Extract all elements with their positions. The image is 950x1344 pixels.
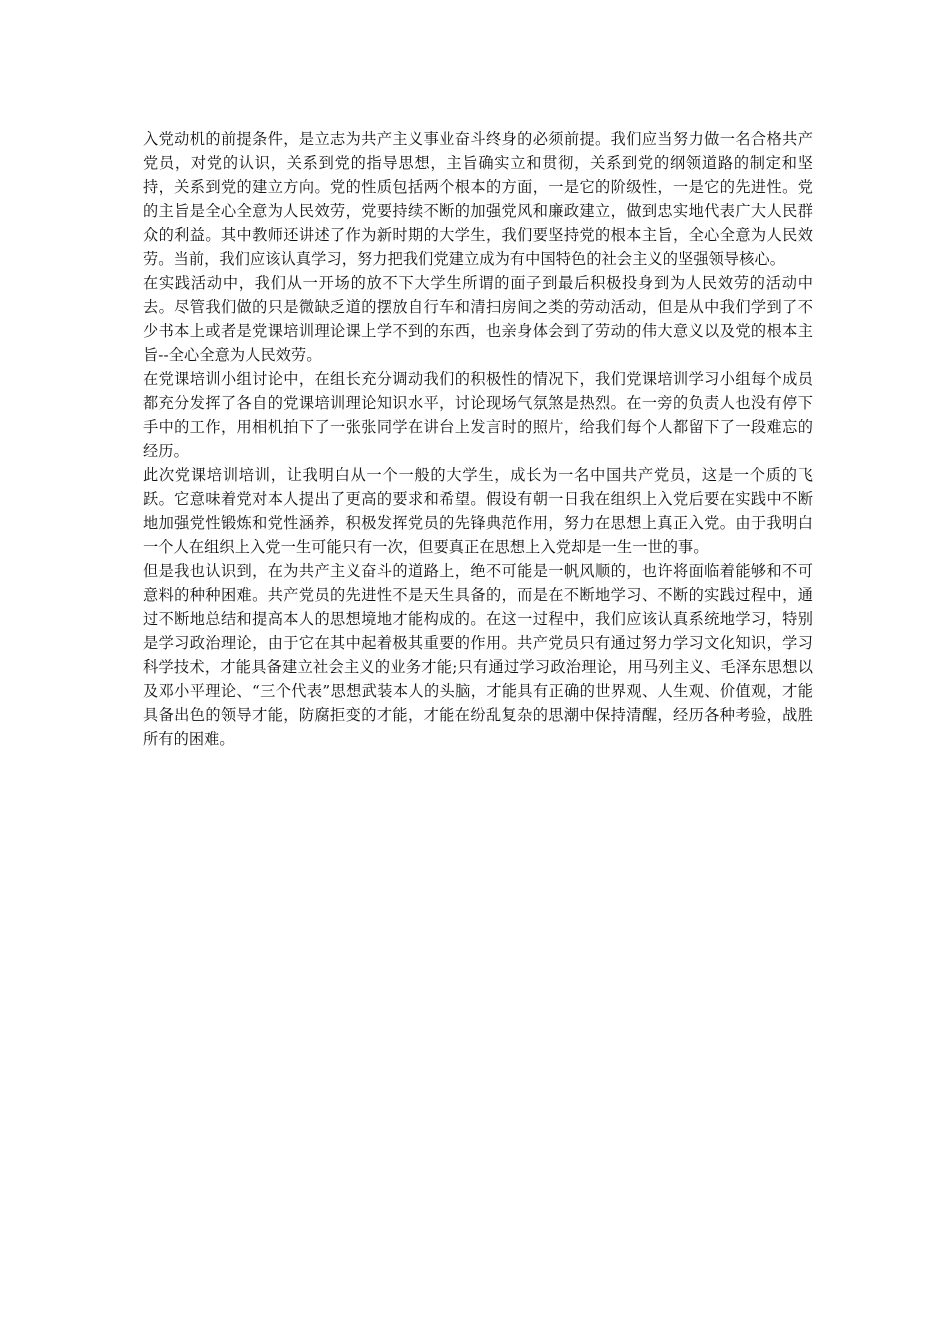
paragraph-4: 此次党课培训培训，让我明白从一个一般的大学生，成长为一名中国共产党员，这是一个质的飞跃。它意味着党对本人提出了更高的要求和希望。假设有朝一日我在组织上入党后要在实践中不断地加强党性锻炼和党性涵养，积极发挥党员的先锋典范作用，努力在思想上真正入党。由于我明白一个人在组织上入党一生可能只有一次，但要真正在思想上入党却是一生一世的事。 (143, 466, 813, 556)
document-body (143, 127, 813, 751)
paragraph-1: 入党动机的前提条件，是立志为共产主义事业奋斗终身的必须前提。我们应当努力做一名合格共产党员，对党的认识，关系到党的指导思想，主旨确实立和贯彻，关系到党的纲领道路的制定和坚持，关系到党的建立方向。党的性质包括两个根本的方面，一是它的阶级性，一是它的先进性。党的主旨是全心全意为人民效劳，党要持续不断的加强党风和廉政建立，做到忠实地代表广大人民群众的利益。其中教师还讲述了作为新时期的大学生，我们要坚持党的根本主旨，全心全意为人民效劳。当前，我们应该认真学习，努力把我们党建立成为有中国特色的社会主义的坚强领导核心。 (143, 130, 813, 268)
paragraph-3: 在党课培训小组讨论中，在组长充分调动我们的积极性的情况下，我们党课培训学习小组每个成员都充分发挥了各自的党课培训理论知识水平，讨论现场气氛煞是热烈。在一旁的负责人也没有停下手中的工作，用相机拍下了一张张同学在讲台上发言时的照片，给我们每个人都留下了一段难忘的经历。 (143, 370, 813, 460)
paragraph-2: 在实践活动中，我们从一开场的放不下大学生所谓的面子到最后积极投身到为人民效劳的活动中去。尽管我们做的只是微缺乏道的摆放自行车和清扫房间之类的劳动活动，但是从中我们学到了不少书本上或者是党课培训理论课上学不到的东西，也亲身体会到了劳动的伟大意义以及党的根本主旨--全心全意为人民效劳。 (143, 274, 813, 364)
paragraph-5: 但是我也认识到，在为共产主义奋斗的道路上，绝不可能是一帆风顺的，也许将面临着能够和不可意料的种种困难。共产党员的先进性不是天生具备的，而是在不断地学习、不断的实践过程中，通过不断地总结和提高本人的思想境地才能构成的。在这一过程中，我们应该认真系统地学习，特别是学习政治理论，由于它在其中起着极其重要的作用。共产党员只有通过努力学习文化知识，学习科学技术，才能具备建立社会主义的业务才能;只有通过学习政治理论，用马列主义、毛泽东思想以及邓小平理论、“三个代表”思想武装本人的头脑，才能具有正确的世界观、人生观、价值观，才能具备出色的领导才能，防腐拒变的才能，才能在纷乱复杂的思潮中保持清醒，经历各种考验，战胜所有的困难。 (143, 562, 813, 748)
